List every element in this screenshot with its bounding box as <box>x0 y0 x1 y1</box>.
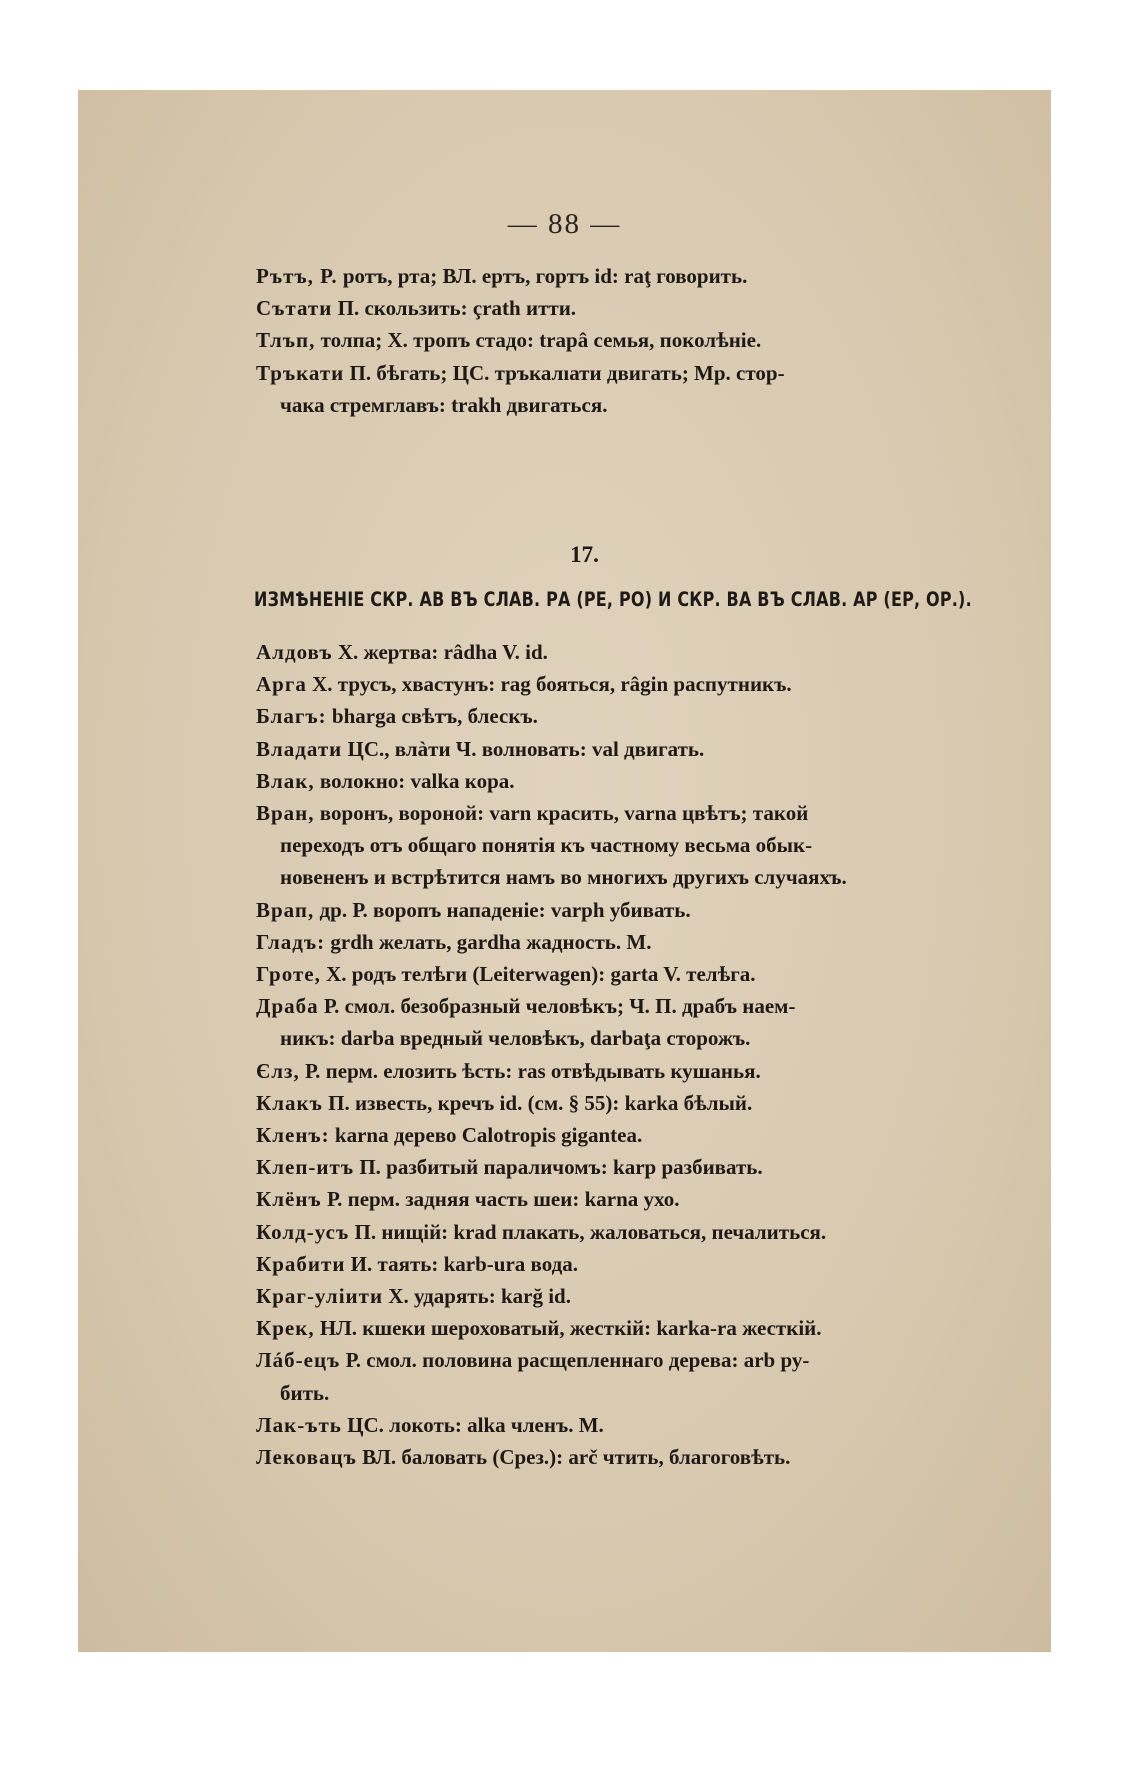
entry-headword: Рътъ, Р. <box>256 264 338 288</box>
entry-text: никъ: darba вредный человѣкъ, darbaţa сторожъ. <box>280 1026 751 1051</box>
dictionary-entries-top <box>256 260 996 421</box>
entry-headword: Кленъ: <box>256 1123 330 1148</box>
entry-continuation-line <box>256 1022 996 1054</box>
entry-text: новененъ и встрѣтится намъ во многихъ другихъ случаяхъ. <box>280 865 847 890</box>
entry-headword: Алдовъ <box>256 640 333 664</box>
dictionary-entry <box>256 1087 996 1119</box>
entry-text: И. таять: karb-ura вода. <box>350 1251 578 1276</box>
section-number: 17. <box>570 542 599 567</box>
dictionary-entries <box>256 636 996 1473</box>
entry-headword: Драба <box>256 994 319 1019</box>
entry-headword: Гладъ: <box>256 929 326 954</box>
entry-headword: Колд-усъ <box>256 1219 350 1244</box>
entry-headword: Тръкати <box>256 360 345 385</box>
entry-text: Р. смол. половина расщепленнаго дерева: arb ру- <box>345 1348 810 1373</box>
entry-headword: Клёнъ <box>256 1187 322 1212</box>
dictionary-entry <box>256 1183 996 1215</box>
entry-continuation-line <box>256 829 996 861</box>
entry-text: НЛ. кшеки шероховатый, жесткій: karka-ra жесткій. <box>319 1316 822 1341</box>
entry-headword: Крабити <box>256 1251 346 1276</box>
entry-headword: Лековацъ <box>256 1445 357 1470</box>
dictionary-entry <box>256 260 996 292</box>
entry-text: толпа; Х. тропъ стадо: trapâ семья, поколѣніе. <box>320 328 762 353</box>
entry-headword: Тлъп, <box>256 328 316 353</box>
entry-headword: Владати <box>256 736 343 761</box>
entry-headword: Гроте, <box>256 962 321 987</box>
entry-text: Р. перм. елозить ѣсть: ras отвѣдывать кушанья. <box>304 1058 761 1083</box>
entry-text: ЦС. локоть: alka членъ. М. <box>347 1412 604 1437</box>
entry-text: П. нищій: krad плакать, жаловаться, печалиться. <box>354 1219 827 1244</box>
entry-text: bharga свѣтъ, блескъ. <box>331 704 538 729</box>
dictionary-entry <box>256 1248 996 1280</box>
dictionary-entry <box>256 797 996 829</box>
entry-text: ВЛ. баловать (Срез.): arč чтить, благоговѣть. <box>362 1445 791 1470</box>
entry-headword: Влак, <box>256 768 315 793</box>
dictionary-entry <box>256 1280 996 1312</box>
dictionary-entry <box>256 894 996 926</box>
dictionary-entry <box>256 765 996 797</box>
dictionary-entry <box>256 1151 996 1183</box>
dictionary-entry <box>256 324 996 356</box>
entry-text: Р. перм. задняя часть шеи: karna ухо. <box>326 1187 680 1212</box>
entry-headword: Клакъ <box>256 1090 323 1115</box>
entry-text: волокно: valka кора. <box>319 768 515 793</box>
dictionary-entry <box>256 1344 996 1376</box>
dictionary-entry <box>256 990 996 1022</box>
entry-text: переходъ отъ общаго понятія къ частному весьма обык- <box>280 833 813 858</box>
dictionary-entry <box>256 357 996 389</box>
entry-text: П. известь, кречъ id. (см. § 55): karka бѣлый. <box>328 1090 753 1115</box>
entry-headword: Вран, <box>256 801 315 826</box>
entry-text: чака стремглавъ: trakh двигаться. <box>280 392 608 417</box>
entry-headword: Клеп-итъ <box>256 1155 355 1180</box>
entry-text: П. разбитый параличомъ: karp разбивать. <box>359 1155 763 1180</box>
dictionary-entry <box>256 1312 996 1344</box>
dictionary-entry <box>256 958 996 990</box>
entry-text: воронъ, вороной: varn красить, varna цвѣтъ; такой <box>319 801 809 826</box>
entry-headword: Краг-уліити <box>256 1284 384 1309</box>
entry-continuation-line <box>256 861 996 893</box>
dictionary-entry <box>256 1119 996 1151</box>
entry-text: grdh желать, gardha жадность. М. <box>330 929 652 954</box>
entry-text: karna дерево Calotropis gigantea. <box>334 1123 643 1148</box>
entry-text: бить. <box>280 1380 330 1405</box>
entry-headword: Арга <box>256 672 307 697</box>
entry-text: Х. родъ телѣги (Leiterwagen): garta V. телѣга. <box>326 962 756 987</box>
entry-continuation-line <box>256 1377 996 1409</box>
entry-text: Р. смол. безобразный человѣкъ; Ч. П. драбъ наем- <box>323 994 796 1019</box>
entry-text: Х. жертва: râdha V. id. <box>337 640 548 664</box>
entry-text: Х. ударять: karğ id. <box>388 1284 571 1309</box>
entry-headword: Лак-ъть <box>256 1412 342 1437</box>
dictionary-entry <box>256 1441 996 1473</box>
dictionary-entry <box>256 1055 996 1087</box>
dictionary-entry <box>256 733 996 765</box>
dictionary-entry <box>256 926 996 958</box>
dictionary-entry <box>256 668 996 700</box>
page-number: — 88 — <box>507 208 622 240</box>
entry-text: ЦС., влàти Ч. волновать: val двигать. <box>347 736 705 761</box>
entry-headword: Крек, <box>256 1316 315 1341</box>
entry-headword: Лáб-ецъ <box>256 1348 341 1373</box>
entry-text: др. Р. воропъ нападеніе: varph убивать. <box>319 897 691 922</box>
entry-headword: Благъ: <box>256 704 327 729</box>
entry-headword: Сътати <box>256 296 333 321</box>
dictionary-entry <box>256 1216 996 1248</box>
section-title: ИЗМѢНЕНІЕ СКР. АВ ВЪ СЛАВ. РА (РЕ, РО) И СКР. ВА ВЪ СЛАВ. АР (ЕР, ОР.). <box>254 588 972 611</box>
dictionary-entry <box>256 1409 996 1441</box>
scanned-page <box>78 90 1051 1652</box>
entry-text: П. бѣгать; ЦС. тръкалıати двигать; Мр. стор- <box>349 360 785 385</box>
entry-text: ротъ, рта; ВЛ. ертъ, гортъ id: raţ говорить. <box>342 264 748 288</box>
entry-text: П. скользить: çrath итти. <box>337 296 577 321</box>
entry-text: Х. трусъ, хвастунъ: rag бояться, râgin распутникъ. <box>312 672 792 697</box>
entry-continuation-line <box>256 389 996 421</box>
entry-headword: Врап, <box>256 897 315 922</box>
dictionary-entry <box>256 636 996 668</box>
dictionary-entry <box>256 292 996 324</box>
entry-headword: Єлз, <box>256 1058 300 1083</box>
dictionary-entry <box>256 700 996 732</box>
